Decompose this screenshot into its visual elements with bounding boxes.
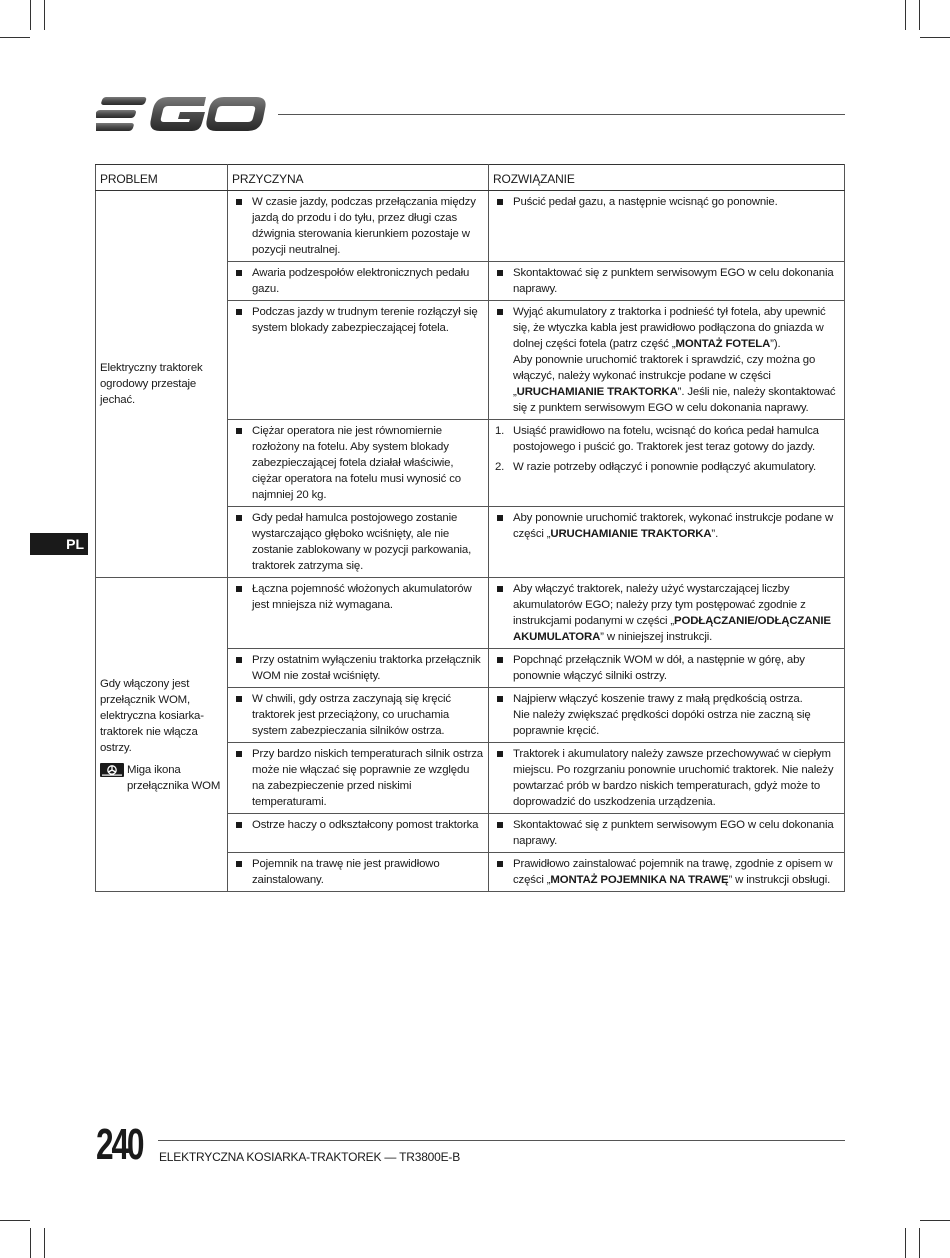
problem-text: Gdy włączony jest przełącznik WOM, elektryczna kosiarka-traktorek nie włącza ostrzy. (100, 677, 204, 754)
table-header-row (96, 165, 845, 191)
cause-text: Podczas jazdy w trudnym terenie rozłączył się system blokady zabezpieczającej fotela. (232, 304, 484, 336)
column-header-cause: PRZYCZYNA (228, 165, 489, 191)
crop-mark (0, 37, 30, 38)
section-reference: URUCHAMIANIE TRAKTORKA (550, 528, 712, 540)
solution-text-part: Nie należy zwiększać prędkości dopóki ostrza nie zaczną się poprawnie kręcić. (513, 709, 811, 737)
solution-text: Traktorek i akumulatory należy zawsze przechowywać w ciepłym miejscu. Po rozgrzaniu ponownie uruchomić traktorek. Nie należy powtarzać prób w bardzo niskich temperaturach, gdyż może to doprowadzić do uszkodzenia urządzenia. (493, 746, 840, 810)
solution-text (493, 856, 840, 888)
crop-mark (0, 1220, 30, 1221)
section-reference: MONTAŻ POJEMNIKA NA TRAWĘ (550, 874, 729, 886)
solution-text-part: Aby ponownie uruchomić traktorek, wykonać instrukcje podane w części „ (513, 512, 834, 540)
solution-cell (489, 507, 845, 578)
solution-text-part: ”. Jeśli nie, należy skontaktować się z punktem serwisowym EGO w celu dokonania naprawy. (513, 386, 836, 414)
solution-cell (489, 688, 845, 743)
solution-cell (489, 578, 845, 649)
crop-mark (920, 1220, 950, 1221)
troubleshooting-table (95, 164, 845, 892)
section-reference: URUCHAMIANIE TRAKTORKA (516, 386, 678, 398)
solution-cell (489, 649, 845, 688)
cause-text: Łączna pojemność włożonych akumulatorów jest mniejsza niż wymagana. (232, 581, 484, 613)
ego-logo (96, 94, 268, 139)
cause-cell (228, 420, 489, 507)
solution-cell (489, 814, 845, 853)
problem-cell (96, 578, 228, 892)
wom-switch-icon (100, 763, 124, 777)
cause-text: Gdy pedał hamulca postojowego zostanie wystarczająco głęboko wciśnięty, ale nie zostanie zablokowany w pozycji parkowania, traktorek zatrzyma się. (232, 510, 484, 574)
cause-cell (228, 507, 489, 578)
section-reference: PODŁĄCZANIE/ODŁĄCZANIE AKUMULATORA (513, 615, 831, 643)
cause-cell (228, 578, 489, 649)
numbered-step (493, 459, 840, 475)
solution-text-part: ” w niniejszej instrukcji. (600, 631, 713, 643)
cause-text: Ostrze haczy o odkształcony pomost traktorka (232, 817, 484, 833)
cause-text: Pojemnik na trawę nie jest prawidłowo zainstalowany. (232, 856, 484, 888)
crop-mark (44, 0, 45, 30)
solution-text (493, 581, 840, 645)
solution-text-part: Najpierw włączyć koszenie trawy z małą prędkością ostrza. (513, 693, 803, 705)
numbered-step (493, 423, 840, 455)
crop-mark (30, 0, 31, 30)
table-row (96, 191, 845, 262)
header-rule (278, 114, 845, 115)
language-tab (30, 533, 88, 555)
table-row (96, 578, 845, 649)
cause-text: W chwili, gdy ostrza zaczynają się kręcić traktorek jest przeciążony, co uruchamia system zabezpieczania silników ostrza. (232, 691, 484, 739)
solution-text (493, 691, 840, 739)
footer-rule (158, 1140, 845, 1141)
solution-text (493, 510, 840, 542)
wom-note (100, 762, 223, 794)
solution-text-part: Aby włączyć traktorek, należy użyć wystarczającej liczby akumulatorów EGO; należy przy tym postępować zgodnie z instrukcjami podanymi w części „ (513, 583, 806, 627)
cause-text: Ciężar operatora nie jest równomiernie rozłożony na fotelu. Aby system blokady zabezpieczającej fotela działał właściwie, ciężar operatora na fotelu musi wynosić co najmniej 20 kg. (232, 423, 484, 503)
solution-text: Popchnąć przełącznik WOM w dół, a następnie w górę, aby ponownie włączyć silniki ostrzy. (493, 652, 840, 684)
cause-text: Awaria podzespołów elektronicznych pedału gazu. (232, 265, 484, 297)
footer-title: ELEKTRYCZNA KOSIARKA-TRAKTOREK — TR3800E-B (159, 1150, 461, 1164)
problem-cell (96, 191, 228, 578)
cause-cell (228, 301, 489, 420)
solution-text (493, 304, 840, 416)
solution-text: Puścić pedał gazu, a następnie wcisnąć go ponownie. (493, 194, 840, 210)
cause-text: Przy ostatnim wyłączeniu traktorka przełącznik WOM nie został wciśnięty. (232, 652, 484, 684)
solution-text: Skontaktować się z punktem serwisowym EGO w celu dokonania naprawy. (493, 265, 840, 297)
cause-text: W czasie jazdy, podczas przełączania między jazdą do przodu i do tyłu, przez długi czas dźwignia sterowania kierunkiem pozostaje w pozycji neutralnej. (232, 194, 484, 258)
solution-cell (489, 262, 845, 301)
solution-cell (489, 420, 845, 507)
cause-cell (228, 649, 489, 688)
cause-cell (228, 853, 489, 892)
step-text: W razie potrzeby odłączyć i ponownie podłączyć akumulatory. (513, 461, 817, 473)
solution-text-part: Aby ponownie uruchomić traktorek i sprawdzić, czy można go włączyć, należy wykonać instrukcje podane w części „ (513, 354, 816, 398)
solution-text-part: ”. (711, 528, 719, 540)
problem-text: Elektryczny traktorek ogrodowy przestaje jechać. (100, 362, 203, 406)
cause-cell (228, 191, 489, 262)
crop-mark (905, 1228, 906, 1258)
cause-cell (228, 743, 489, 814)
cause-cell (228, 688, 489, 743)
crop-mark (920, 37, 950, 38)
crop-mark (905, 0, 906, 30)
column-header-problem: PROBLEM (96, 165, 228, 191)
solution-cell (489, 191, 845, 262)
cause-cell (228, 814, 489, 853)
cause-cell (228, 262, 489, 301)
solution-text-part: ” w instrukcji obsługi. (728, 874, 831, 886)
column-header-solution: ROZWIĄZANIE (489, 165, 845, 191)
crop-mark (44, 1228, 45, 1258)
solution-cell (489, 743, 845, 814)
section-reference: MONTAŻ FOTELA (675, 338, 771, 350)
solution-text-part: Prawidłowo zainstalować pojemnik na trawę, zgodnie z opisem w części „ (513, 858, 833, 886)
step-number: 1. (495, 425, 505, 437)
solution-cell (489, 301, 845, 420)
language-tab-label: PL (66, 536, 84, 552)
step-text: Usiąść prawidłowo na fotelu, wcisnąć do końca pedał hamulca postojowego i puścić go. Traktorek jest teraz gotowy do jazdy. (513, 425, 819, 453)
crop-mark (919, 0, 920, 30)
solution-text-part: ”). (770, 338, 781, 350)
crop-mark (919, 1228, 920, 1258)
step-number: 2. (495, 461, 505, 473)
page-number: 240 (96, 1120, 143, 1169)
solution-text: Skontaktować się z punktem serwisowym EGO w celu dokonania naprawy. (493, 817, 840, 849)
wom-note-text: Miga ikona przełącznika WOM (127, 763, 221, 792)
crop-mark (30, 1228, 31, 1258)
solution-cell (489, 853, 845, 892)
solution-text-part: Wyjąć akumulatory z traktorka i podnieść tył fotela, aby upewnić się, że wtyczka kabla jest prawidłowo podłączona do gniazda w dolnej części fotela (patrz część „ (513, 306, 826, 350)
cause-text: Przy bardzo niskich temperaturach silnik ostrza może nie włączać się poprawnie ze względu na zabezpieczenie przed niskimi temperaturami. (232, 746, 484, 810)
